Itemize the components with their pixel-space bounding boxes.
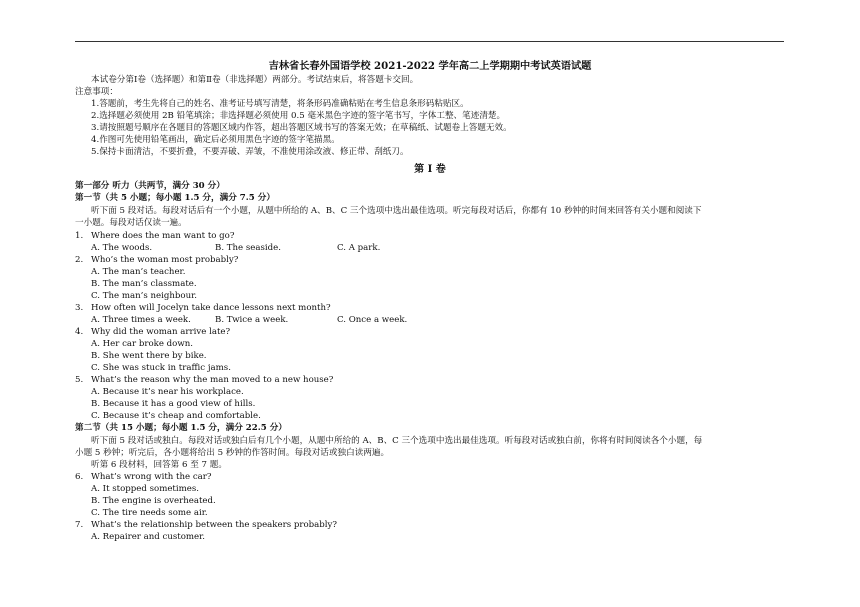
- section2-instructions-cont: 小题 5 秒钟；听完后，各小题将给出 5 秒钟的作答时间。每段对话或独白读两遍。: [75, 448, 390, 458]
- option-c: C. Once a week.: [337, 315, 408, 325]
- question-number: 5.: [75, 375, 84, 385]
- question-text: What’s the reason why the man moved to a new house?: [91, 375, 334, 385]
- intro-text: 本试卷分第Ⅰ卷（选择题）和第Ⅱ卷（非选择题）两部分。考试结束后，将答题卡交回。: [91, 75, 419, 85]
- option-row: [91, 243, 380, 254]
- option-b: B. The seaside.: [215, 243, 281, 253]
- option-c: C. Because it’s cheap and comfortable.: [91, 411, 261, 421]
- question-number: 3.: [75, 303, 84, 313]
- section1-instructions: 听下面 5 段对话。每段对话后有一个小题，从题中所给的 A、B、C 三个选项中选出最佳选项。听完每段对话后，你都有 10 秒钟的时间来回答有关小题和阅读下: [91, 206, 702, 216]
- option-a: A. Because it’s near his workplace.: [91, 387, 244, 397]
- note-item: 1.答题前，考生先将自己的姓名、准考证号填写清楚，将条形码准确粘贴在考生信息条形码粘贴区。: [91, 99, 469, 109]
- part1-heading: 第一部分 听力（共两节，满分 30 分）: [75, 181, 225, 191]
- section2-heading: 第二节（共 15 小题；每小题 1.5 分，满分 22.5 分）: [75, 423, 287, 433]
- question-text: Why did the woman arrive late?: [91, 327, 231, 337]
- option-a: A. The man’s teacher.: [91, 267, 186, 277]
- option-a: A. It stopped sometimes.: [91, 484, 200, 494]
- section1-heading: 第一节（共 5 小题；每小题 1.5 分，满分 7.5 分）: [75, 193, 275, 203]
- notes-title: 注意事项：: [75, 87, 118, 97]
- note-item: 2.选择题必须使用 2B 铅笔填涂；非选择题必须使用 0.5 毫米黑色字迹的签字笔书写，字体工整、笔迹清楚。: [91, 111, 506, 121]
- question-number: 4.: [75, 327, 84, 337]
- option-a: A. Repairer and customer.: [91, 532, 206, 542]
- question-number: 2.: [75, 255, 84, 265]
- option-c: C. The man’s neighbour.: [91, 291, 198, 301]
- question-text: How often will Jocelyn take dance lessons next month?: [91, 303, 331, 313]
- note-item: 3.请按照题号顺序在各题目的答题区域内作答，超出答题区域书写的答案无效；在草稿纸、试题卷上答题无效。: [91, 123, 512, 133]
- question-number: 7.: [75, 520, 84, 530]
- option-c: C. The tire needs some air.: [91, 508, 208, 518]
- option-a: A. The woods.: [91, 243, 153, 253]
- option-b: B. Because it has a good view of hills.: [91, 399, 256, 409]
- section2-instructions: 听下面 5 段对话或独白。每段对话或独白后有几个小题，从题中所给的 A、B、C 三个选项中选出最佳选项。听每段对话或独白前，你将有时间阅读各个小题，每: [91, 436, 703, 446]
- option-c: C. She was stuck in traffic jams.: [91, 363, 231, 373]
- question-number: 1.: [75, 231, 84, 241]
- note-item: 5.保持卡面清洁，不要折叠，不要弄破、弄皱，不准使用涂改液、修正带、刮纸刀。: [91, 147, 409, 157]
- material-note: 听第 6 段材料，回答第 6 至 7 题。: [91, 460, 227, 470]
- option-b: B. She went there by bike.: [91, 351, 207, 361]
- option-b: B. Twice a week.: [215, 315, 289, 325]
- question-text: What’s the relationship between the speakers probably?: [91, 520, 337, 530]
- question-text: Where does the man want to go?: [91, 231, 235, 241]
- option-row: [91, 315, 407, 326]
- question-text: Who’s the woman most probably?: [91, 255, 239, 265]
- document-title: 吉林省长春外国语学校 2021-2022 学年高二上学期期中考试英语试题: [268, 60, 592, 72]
- volume-heading: 第 Ⅰ 卷: [414, 164, 446, 175]
- option-b: B. The man’s classmate.: [91, 279, 197, 289]
- option-a: A. Three times a week.: [91, 315, 191, 325]
- option-b: B. The engine is overheated.: [91, 496, 216, 506]
- option-a: A. Her car broke down.: [91, 339, 193, 349]
- question-text: What’s wrong with the car?: [91, 472, 212, 482]
- section1-instructions-cont: 一小题。每段对话仅读一遍。: [75, 218, 187, 228]
- question-number: 6.: [75, 472, 84, 482]
- header-rule: [75, 41, 784, 42]
- note-item: 4.作图可先使用铅笔画出，确定后必须用黑色字迹的签字笔描黑。: [91, 135, 340, 145]
- option-c: C. A park.: [337, 243, 381, 253]
